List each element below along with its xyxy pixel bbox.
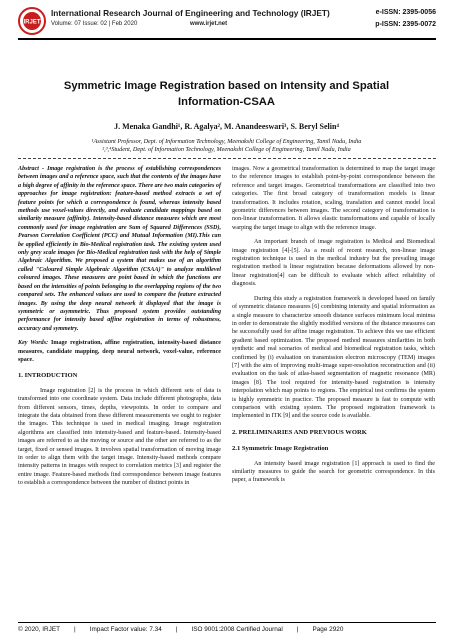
header-rule [18,38,436,40]
footer-copyright: © 2020, IRJET [18,626,61,633]
journal-header [18,6,436,36]
keywords-label: Key Words: [18,340,49,347]
author-list: J. Menaka Gandhi¹, R. Agalya², M. Anandeeswari³, S. Beryl Selin⁴ [114,122,339,131]
section-2-heading: 2. PRELIMINARIES AND PREVIOUS WORK [232,428,367,436]
footer-rule [18,622,436,623]
right-column [232,165,435,491]
section-2-1-heading: 2.1 Symmetric Image Registration [232,445,329,453]
footer-page-number: Page 2920 [312,626,344,633]
footer-impact-factor: Impact Factor value: 7.34 [89,626,162,633]
abstract-text: Image registration is the process of establishing correspondences between images and a reference space, such that the contents of the images have a high degree of affinity in the reference space. There are two main categories of approaches for image registration: feature-based method extracts a set of feature points for which a correspondence is found, whereas intensity based methods use voxel-values directly, and evaluate candidate mappings based on similarity measure (affinity). Intensity-based distance measures which are most commonly used for image registration are Sum of Squared Differences (SSD), Pearson Correlation Coefficient (PCC) and Mutual Information (MI).This can be applied efficiently in Bio-Medical registration task. The existing system used only grey scale images for Bio-Medical registration task with the help of Simple Algebraic Algorithm. We proposed a system that makes use of an algorithm called "Coloured Simple Algebraic Algorithm (CSAA)" to analyze multilevel coloured images. These measures are point based in which the functions are based on the intensities of points belonging to the overlapping regions of the two compared sets. The enhanced values are used to compare the feature extracted images. By using the deep neural network it displayed that the image is symmetric or asymmetric. Thus proposed system provides outstanding performance for intensity based affine registration in terms of robustness, accuracy and symmetry. [18,166,221,332]
body-paragraph-1: images. Now a geometrical transformation is determined to map the target image to the reference images to establish point-by-point correspondence between the reference and target images. Geometrical transformations are classified into two categories. The first broad category of transformation models is linear transformation. It includes rotation, scaling, translation and cannot model local geometric differences between images. The second category of transformation is non-linear transformation. It allows elastic transformations and capable of locally warping the target image to align with the reference image. [232,166,435,231]
abstract-label: Abstract - [18,166,45,172]
paper-title: Symmetric Image Registration based on Intensity and Spatial Information-CSAA [63,80,390,108]
footer-iso: ISO 9001:2008 Certified Journal [191,626,283,633]
introduction-paragraph: Image registration [2] is the process in which different sets of data is transformed into one coordinate system. Data include different photographs, data from different sensors, times, depths, viewpoints. In order to compare and integrate the data obtained from these different measurements we ought to register the images. This technique is used in medical imaging. Image registration algorithms are classified into intensity-based and feature-based. Intensity-based images are referred to as the moving or source and the other are referred to as the target, fixed or sensed images. It involves spatial transformation of moving image in order to align them with the target image. Intensity-based methods compare intensity patterns in images with respect to correlation metrics [3] and register the entire image. Feature-based methods find correspondence between image features to establish a correspondence between the number of distinct points in [18,387,221,487]
body-paragraph-3: During this study a registration framework is developed based on family of symmetric distance measures [6] combining intensity and spatial information as a single measure to characterize smooth distance surfaces minimum local minima in order to demonstrate the slightly modified versions of the distance measures can be successfully used for affine image registration. To achieve this we use efficient gradient based optimization. The proposed method measures similarities in both synthetic and real scenarios of medical and biomedical registration tasks, which confirmed by (i) evaluation on transmission electron microscopy (TEM) images [7] with the aim of improving multi-image super-resolution reconstruction and (ii) evaluation on the task of atlas-based segmentation of magnetic resonance (MR) images [8]. The tool required for intensity-based registration is intensity interpolation which map points to regions. The empirical test confirms the system is highly symmetric in practice. The proposed measure is fast to compute with comparison with existing system. The proposed registration framework is implemented in ITK [9] and the source code is available. [232,295,435,420]
affiliation-1: ¹Assistant Professor, Dept. of Information Technology, Meenakshi College of Engineering, Tamil Nadu, India [91,138,362,145]
logo-text: IRJET [23,19,41,26]
introduction-heading: 1. INTRODUCTION [18,372,78,380]
journal-url[interactable]: www.irjet.net [190,21,228,27]
affiliation-2: ²,³,⁴Student, Dept. of Information Technology, Meenakshi College of Engineering, Tamil Nadu, India [102,146,351,153]
abstract [18,165,221,333]
journal-title: International Research Journal of Engineering and Technology (IRJET) [51,8,330,18]
volume-issue: Volume: 07 Issue: 02 | Feb 2020 [51,21,138,27]
eissn: e-ISSN: 2395-0056 [375,9,436,16]
journal-volume [51,21,228,27]
irjet-logo [18,7,46,35]
pissn: p-ISSN: 2395-0072 [375,21,436,28]
body-paragraph-2: An important branch of image registration is Medical and Biomedical image registration [4]-[5]. As a result of recent research, non-linear image registration technique is used in the medical industry but the prevailing image registration method is linear registration because deformations allowed by non-linear registration[4] can be difficult to evaluate which affect reliability of diagnosis. [232,239,435,288]
page-footer: © 2020, IRJET | Impact Factor value: 7.34 | ISO 9001:2008 Certified Journal | Page 2920 [18,626,344,633]
keywords-text: Image registration, affine registration, intensity-based distance measures, candidate mapping, deep neural network, voxel-value, reference space. [18,340,222,363]
keywords [18,339,221,364]
left-column [18,165,221,494]
body-paragraph-4: An intensity based image registration [1] approach is used to find the similarity measures to guide the search for geometric correspondence. In this paper, a framework is [232,460,435,484]
section-separator [18,158,436,159]
